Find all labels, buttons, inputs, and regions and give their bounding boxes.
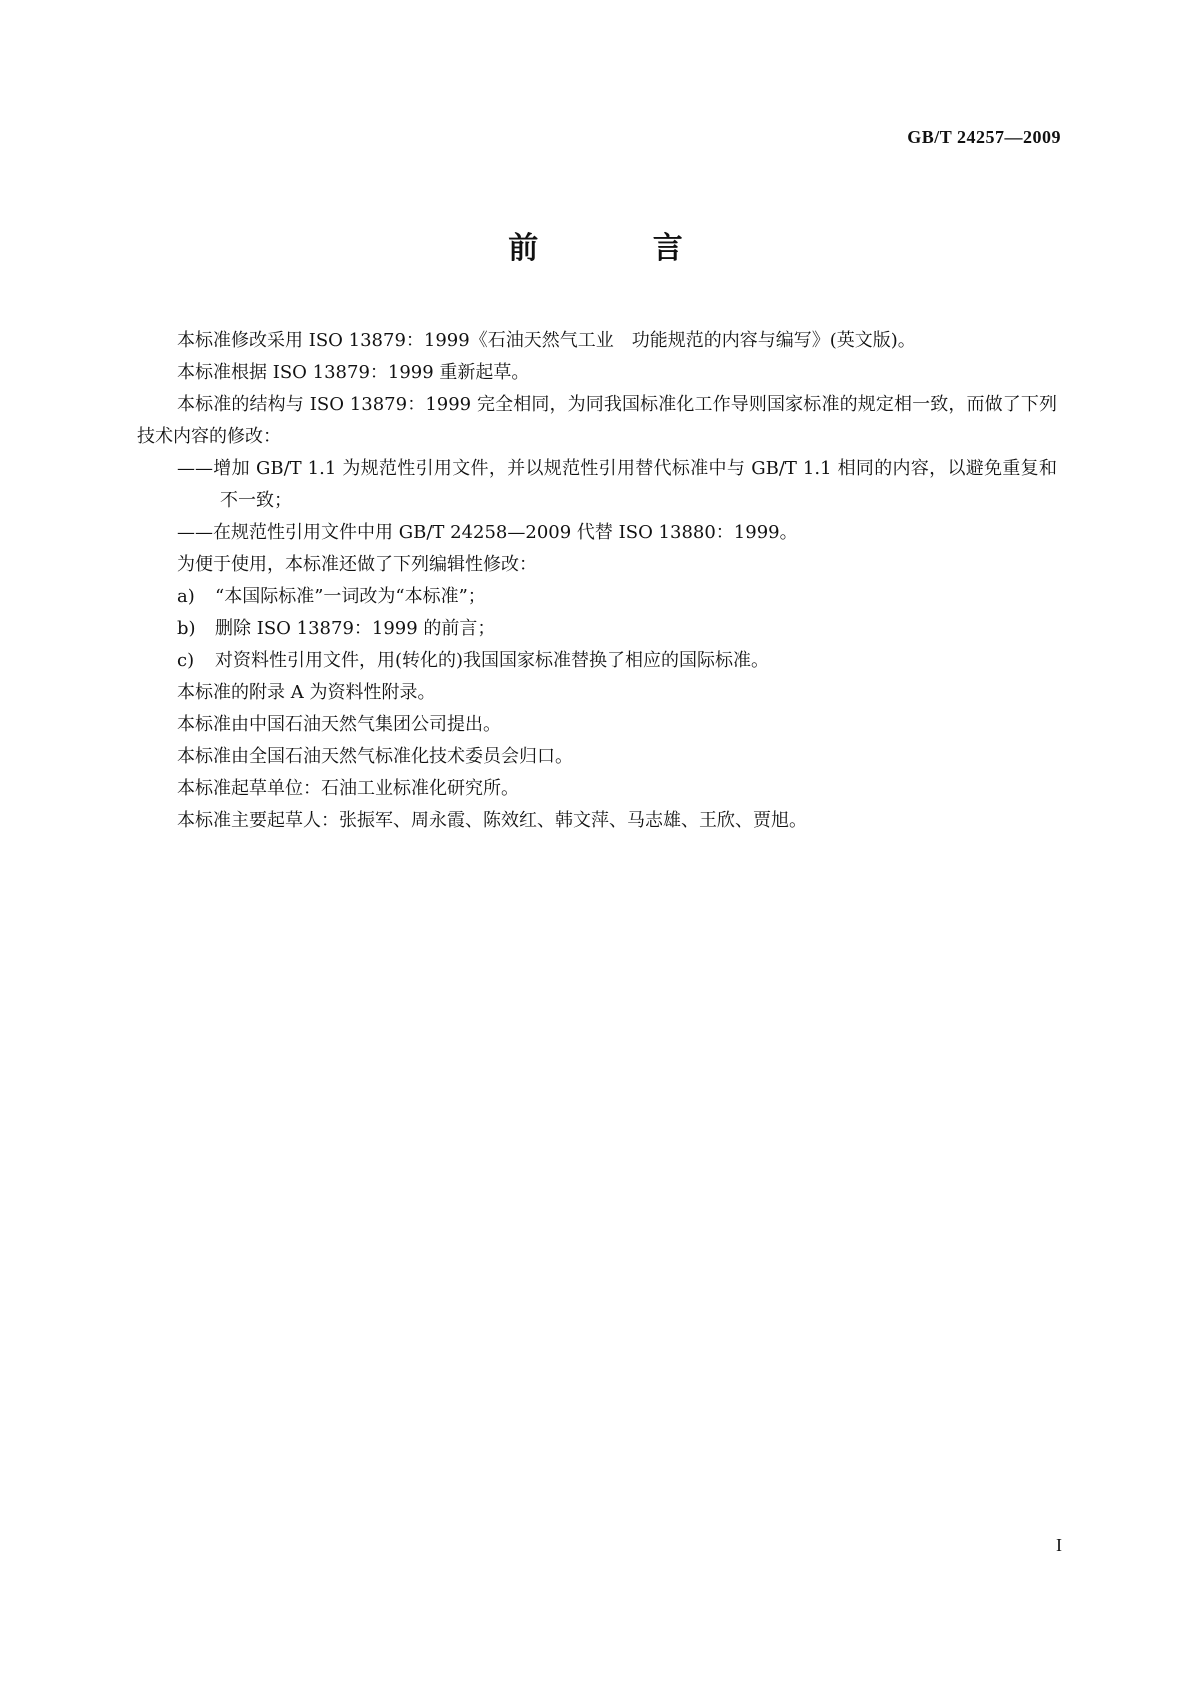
list-item-label: c) [177,650,195,671]
page-title: 前 言 [508,231,735,266]
list-item-text: “本国际标准”一词改为“本标准”； [215,586,486,607]
list-item-text: 删除 ISO 13879：1999 的前言； [215,618,496,639]
paragraph-adoption: 本标准修改采用 ISO 13879：1999《石油天然气工业 功能规范的内容与编写》(英文版)。 [177,330,916,351]
paragraph-editorial-intro: 为便于使用，本标准还做了下列编辑性修改： [177,554,537,575]
list-item-text: 对资料性引用文件，用(转化的)我国国家标准替换了相应的国际标准。 [215,650,770,671]
paragraph-committee: 本标准由全国石油天然气标准化技术委员会归口。 [177,746,573,767]
list-item [137,645,1057,677]
list-item-label: a) [177,586,195,607]
foreword-body [137,325,1057,837]
list-item [137,581,1057,613]
dash-item-gbt-1-1: ——增加 GB/T 1.1 为规范性引用文件，并以规范性引用替代标准中与 GB/T 1.1 相同的内容，以避免重复和不一致； [177,458,1057,511]
paragraph-redrafted: 本标准根据 ISO 13879：1999 重新起草。 [177,362,530,383]
list-item [137,613,1057,645]
dash-item-gbt-24258: ——在规范性引用文件中用 GB/T 24258—2009 代替 ISO 13880：1999。 [177,522,798,543]
paragraph-drafting-unit: 本标准起草单位：石油工业标准化研究所。 [177,778,519,799]
paragraph-annex: 本标准的附录 A 为资料性附录。 [177,682,436,703]
paragraph-structure: 本标准的结构与 ISO 13879：1999 完全相同，为同我国标准化工作导则国家标准的规定相一致，而做了下列技术内容的修改： [137,394,1057,447]
list-item-label: b) [177,618,196,639]
page-number: I [1056,1535,1062,1555]
paragraph-proposer: 本标准由中国石油天然气集团公司提出。 [177,714,501,735]
paragraph-drafters: 本标准主要起草人：张振军、周永霞、陈效红、韩文萍、马志雄、王欣、贾旭。 [177,810,807,831]
standard-code: GB/T 24257—2009 [907,127,1061,147]
